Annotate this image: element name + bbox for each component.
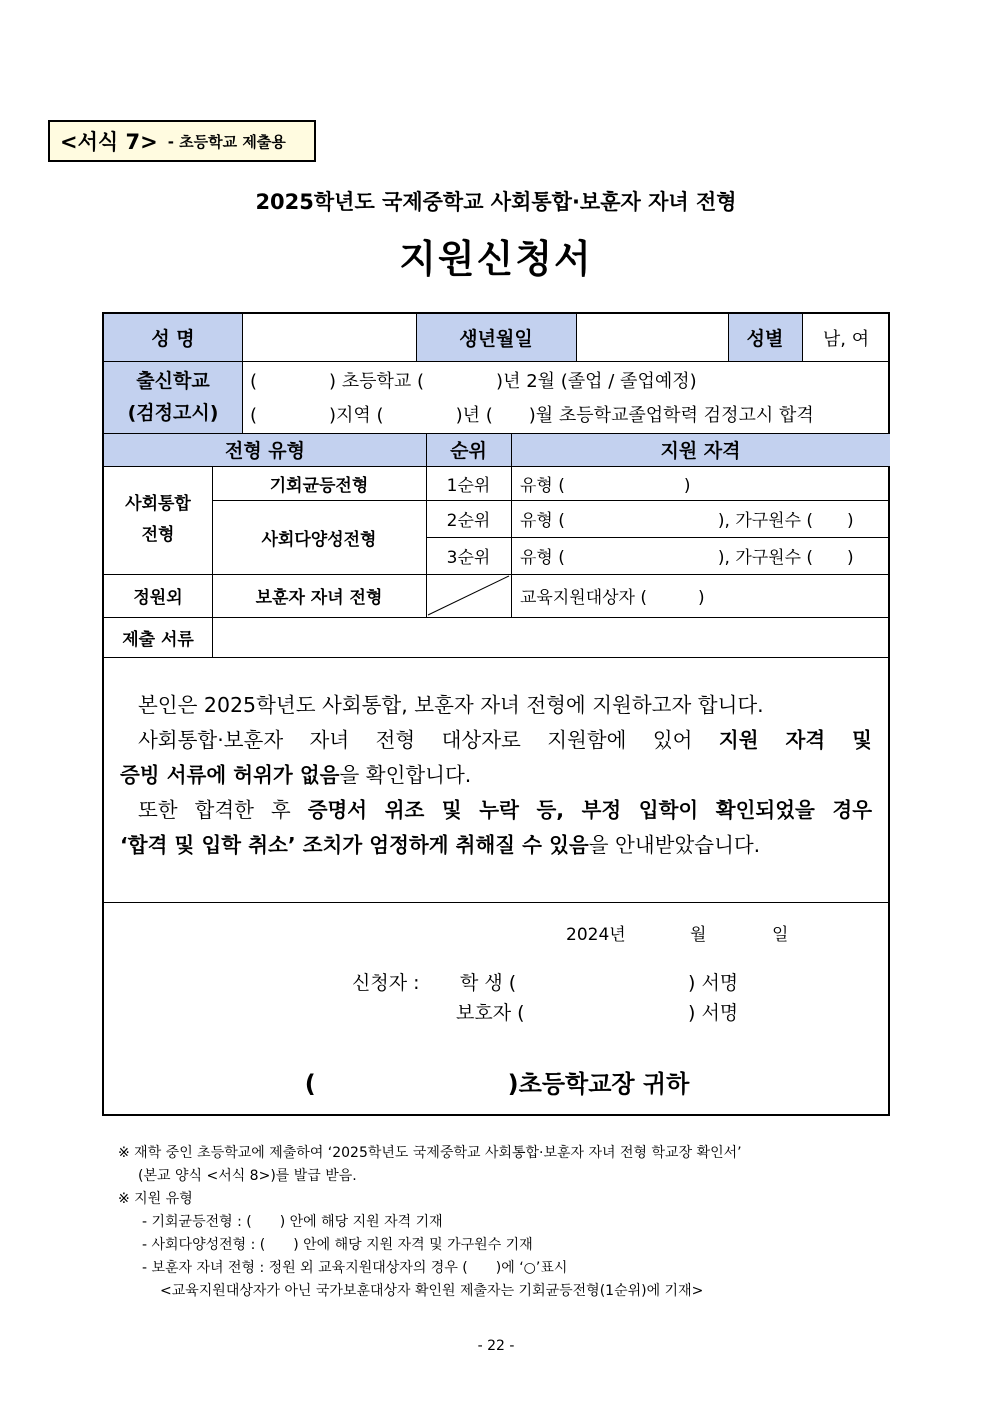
student-label: 학 생 (: [460, 972, 517, 994]
extra-quota-label: 정원외: [133, 588, 183, 608]
name-field[interactable]: [242, 314, 416, 361]
document-subtitle: 2025학년도 국제중학교 사회통합·보훈자 자녀 전형: [255, 190, 737, 214]
date-day[interactable]: 일: [772, 925, 789, 945]
type-header: 전형 유형: [104, 433, 426, 466]
gender-label: 성별: [728, 314, 802, 361]
form-number-tag: [48, 120, 316, 162]
declaration-line-4b: 증명서 위조 및 누락 등, 부정 입학이 확인되었을 경우: [307, 798, 872, 822]
note-6: <교육지원대상자가 아닌 국가보훈대상자 확인원 제출자는 기회균등전형(1순위)에 기재>: [160, 1283, 704, 1299]
guardian-label: 보호자 (: [456, 1002, 525, 1024]
type-social-diversity: 사회다양성전형: [261, 529, 377, 550]
date-year[interactable]: 2024년: [566, 925, 626, 945]
documents-label: 제출 서류: [122, 629, 194, 650]
type-equal-opportunity: 기회균등전형: [269, 475, 369, 496]
birth-label: 생년월일: [416, 314, 576, 361]
declaration-line-2a: 사회통합·보훈자 자녀 전형 대상자로 지원함에 있어: [138, 728, 719, 752]
school-line-2[interactable]: ( )지역 ( )년 ( )월 초등학교졸업학력 검정고시 합격: [250, 405, 814, 426]
social-integration-label: [104, 466, 212, 574]
note-5: - 보훈자 자녀 전형 : 정원 외 교육지원대상자의 경우 ( )에 ‘○’표시: [142, 1260, 568, 1276]
note-3: - 기회균등전형 : ( ) 안에 해당 지원 자격 기재: [142, 1214, 443, 1230]
diagonal-slash: [426, 574, 511, 617]
recipient-line: ( )초등학교장 귀하: [304, 1070, 690, 1098]
type-veteran-children: 보훈자 자녀 전형: [255, 588, 383, 608]
date-month[interactable]: 월: [690, 925, 707, 945]
name-label: 성 명: [104, 314, 242, 361]
guardian-sign[interactable]: ) 서명: [688, 1002, 739, 1024]
qualification-veteran[interactable]: 교육지원대상자 ( ): [520, 588, 705, 608]
school-label-line1: 출신학교: [136, 370, 210, 392]
declaration-line-3b: 을 확인합니다.: [339, 763, 472, 787]
declaration-line-3a: 증빙 서류에 허위가 없음: [120, 763, 340, 787]
form-number-label: <서식 7>: [60, 130, 158, 154]
rank-header: 순위: [426, 433, 511, 466]
document-title: 지원신청서: [399, 237, 593, 281]
qualification-3[interactable]: 유형 ( ), 가구원수 ( ): [520, 548, 854, 568]
form-number-sub: - 초등학교 제출용: [167, 132, 286, 151]
declaration-line-5b: 을 안내받았습니다.: [588, 833, 761, 857]
declaration-line-1: 본인은 2025학년도 사회통합, 보훈자 자녀 전형에 지원하고자 합니다.: [138, 693, 764, 717]
gender-value[interactable]: 남, 여: [822, 328, 870, 350]
social-integration-line1: 사회통합: [125, 494, 191, 514]
declaration-line-5a: ‘합격 및 입학 취소’ 조치가 엄정하게 취해질 수 있음: [120, 833, 589, 857]
documents-field[interactable]: [212, 617, 890, 657]
declaration-line-4a: 또한 합격한 후: [138, 798, 308, 822]
student-sign[interactable]: ) 서명: [688, 972, 739, 994]
birth-field[interactable]: [576, 314, 728, 361]
applicant-label: 신청자 :: [352, 972, 420, 994]
note-1b: (본교 양식 <서식 8>)를 발급 받음.: [138, 1168, 357, 1184]
rank-2: 2순위: [446, 511, 491, 531]
rank-3: 3순위: [446, 548, 491, 568]
note-1: ※ 재학 중인 초등학교에 제출하여 ‘2025학년도 국제중학교 사회통합·보훈자 자녀 전형 학교장 확인서’: [118, 1145, 742, 1161]
page-number: - 22 -: [477, 1338, 515, 1354]
qualification-1[interactable]: 유형 ( ): [520, 475, 691, 496]
social-integration-line2: 전형: [141, 525, 175, 545]
qualification-2[interactable]: 유형 ( ), 가구원수 ( ): [520, 511, 854, 531]
qualification-header: 지원 자격: [511, 433, 890, 466]
declaration-line-2b: 지원 자격 및: [718, 728, 872, 752]
school-line-1[interactable]: ( ) 초등학교 ( )년 2월 (졸업 / 졸업예정): [250, 371, 697, 392]
note-4: - 사회다양성전형 : ( ) 안에 해당 지원 자격 및 가구원수 기재: [142, 1237, 533, 1253]
school-label-line2: (검정고시): [127, 402, 219, 424]
rank-1: 1순위: [446, 475, 491, 496]
declaration-text: [120, 688, 872, 863]
application-form-table: [102, 312, 890, 1116]
notes-section: [118, 1142, 898, 1303]
note-2: ※ 지원 유형: [118, 1191, 193, 1207]
school-label: [104, 361, 242, 433]
